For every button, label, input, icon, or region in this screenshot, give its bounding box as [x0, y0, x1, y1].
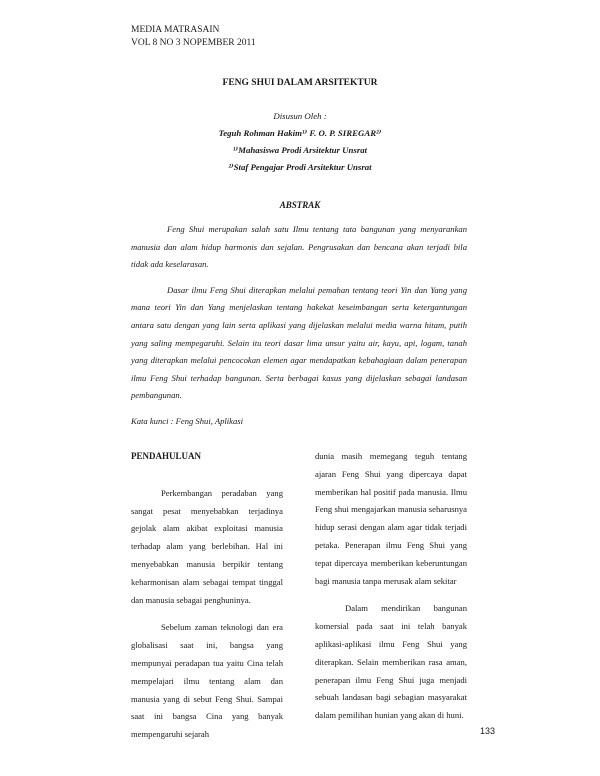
right-paragraph-1: dunia masih memegang teguh tentang ajaran Feng Shui yang dipercaya dapat memberikan hal positif pada manusia. Ilmu Feng shui mengajarkan manusia seharusnya hidup serasi dengan alam agar tidak terjadi petaka. Penerapan ilmu Feng Shui yang tepat dipercaya memberikan keberuntungan bagi manusia tanpa merusak alam sekitar [315, 451, 467, 586]
right-paragraph-2: Dalam mendirikan bangunan komersial pada saat ini telah banyak aplikasi-aplikasi ilmu Feng Shui yang diterapkan. Selain memberikan rasa aman, penerapan ilmu Feng Shui juga menjadi sebuah landasan bagi sebagian masyarakat dalam pemilihan hunian yang akan di huni. [315, 603, 467, 721]
journal-name: MEDIA MATRASAIN [131, 25, 220, 35]
right-column [315, 448, 467, 725]
left-paragraph-1: Perkembangan peradaban yang sangat pesat menyebabkan terjadinya gejolak alam akibat exploitasi manusia terhadap alam yang berlebihan. Hal ini menyebabkan manusia berpikir tentang keharmonisan alam sebagai tempat tinggal dan manusia sebagai penghuninya. [131, 487, 283, 605]
journal-issue: VOL 8 NO 3 NOPEMBER 2011 [131, 38, 256, 48]
abstract-paragraph-1: Feng Shui merupakan salah satu Ilmu tentang tata bangunan yang menyarankan manusia dan alam hidup harmonis dan sejalan. Pengrusakan dan bencana akan terjadi bila tidak ada keselarasan. [131, 224, 467, 270]
paper-title: FENG SHUI DALAM ARSITEKTUR [222, 78, 378, 88]
keywords: Kata kunci : Feng Shui, Aplikasi [131, 415, 244, 426]
page-number: 133 [480, 726, 496, 736]
prepared-by: Disusun Oleh : [273, 111, 327, 121]
author-names: Teguh Rohman Hakim¹⁾ F. O. P. SIREGAR²⁾ [218, 128, 382, 138]
section-heading: PENDAHULUAN [131, 451, 202, 461]
left-column [131, 448, 283, 744]
left-paragraph-2: Sebelum zaman teknologi dan era globalisasi saat ini, bangsa yang mempunyai peradapan tua yaitu Cina telah mempelajari ilmu tentang alam dan manusia yang di sebut Feng Shui. Sampai saat ini bangsa Cina yang banyak mempengaruhi sejarah [131, 622, 283, 740]
journal-header [131, 24, 256, 50]
affiliation-2: ²⁾Staf Pengajar Prodi Arsitektur Unsrat [228, 162, 372, 172]
abstract-paragraph-2: Dasar ilmu Feng Shui diterapkan melalui pemahan tentang teori Yin dan Yang yang mana teori Yin dan Yang menjelaskan tentang hakekat keseimbangan serta ketergantungan antara satu dengan yang lain serta aplikasi yang dijelaskan melalui media warna hitam, putih yang saling mempegaruhi. Selain itu teori dasar lima unsur yaitu air, kayu, api, logam, tanah yang diterapkan melalui pencocokan elemen agar mendapatkan kebahagiaan dalam penerapan ilmu Feng Shui terhadap bangunan. Serta berbagai kasus yang dijelaskan sebagai landasan pembangunan. [131, 284, 467, 401]
abstract-heading: ABSTRAK [279, 200, 321, 210]
byline [0, 108, 600, 176]
affiliation-1: ¹⁾Mahasiswa Prodi Arsitektur Unsrat [232, 145, 368, 155]
abstract-body [131, 221, 467, 431]
